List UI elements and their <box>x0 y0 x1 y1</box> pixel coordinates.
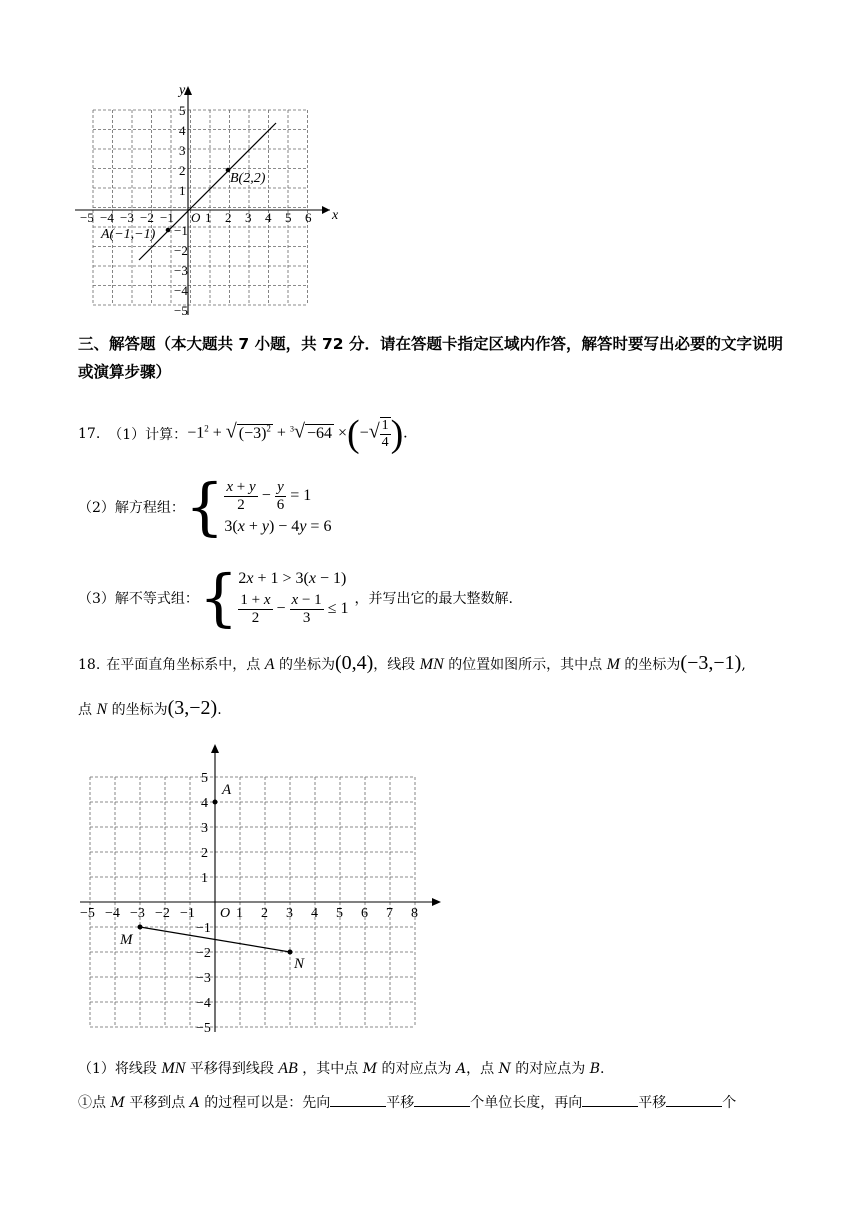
q17-part2-system <box>224 479 331 536</box>
figure1-x-tick-label: 3 <box>245 210 252 225</box>
q18-sub1-a: A <box>189 1095 200 1111</box>
figure2-y-arrow <box>211 744 219 753</box>
figure1-y-tick-label: 2 <box>179 163 186 178</box>
q18-point-a: A <box>264 656 275 673</box>
q18-text: ，线段 <box>373 657 416 673</box>
q17-number: 17. <box>78 426 101 442</box>
figure2-x-tick-label: 1 <box>236 906 243 921</box>
figure1-coordinate-plane <box>75 80 340 320</box>
figure1-y-tick-label: 5 <box>179 103 186 118</box>
figure1-x-tick-label: −2 <box>140 210 154 225</box>
figure2-x-arrow <box>432 898 441 906</box>
figure1-x-tick-label: 4 <box>265 210 272 225</box>
figure2-y-tick-label: −4 <box>196 996 211 1011</box>
figure1-x-tick-label: 2 <box>225 210 232 225</box>
q18-text: 的坐标为 <box>278 657 335 673</box>
q18-segment-mn: MN <box>419 656 444 673</box>
q18-part1-text: 的对应点为 <box>515 1061 586 1077</box>
figure2-x-tick-label: −3 <box>130 906 145 921</box>
figure2-x-tick-label: −1 <box>180 906 195 921</box>
q18-sub1-text: 平移 <box>386 1095 415 1111</box>
figure2-x-tick-label: −5 <box>80 906 95 921</box>
q18-sub1-text: 的过程可以是：先向 <box>204 1095 331 1111</box>
figure2-x-tick-label: 7 <box>386 906 393 921</box>
q18-line2: 点 N 的坐标为(3,−2). <box>78 697 222 719</box>
q17-part3-system <box>238 570 348 627</box>
q18-part1-m: M <box>362 1061 378 1077</box>
q17-part1 <box>78 412 407 456</box>
figure2-y-tick-label: 3 <box>201 821 208 836</box>
q18-part1-text: 平移得到线段 <box>189 1061 274 1077</box>
q17-part3 <box>78 560 513 636</box>
answer-blank-distance1[interactable] <box>414 1092 470 1107</box>
figure2-origin-label: O <box>220 906 231 921</box>
q18-coord-n: (3,−2) <box>167 697 218 719</box>
figure2-y-tick-label: −1 <box>196 921 211 936</box>
figure1-x-tick-label: 1 <box>205 210 212 225</box>
figure2-x-tick-label: 8 <box>411 906 418 921</box>
figure2-coordinate-plane <box>75 740 445 1040</box>
q17-part2-eq1: $\frac{x + y}{2}$ − $\frac{y}{6}$ = 1 <box>226 478 312 513</box>
figure2-point-n <box>288 950 293 955</box>
q18-sub1-text: 个 <box>722 1095 737 1111</box>
figure1-y-label: y <box>179 83 186 98</box>
q18-part1-text: （1）将线段 <box>78 1061 157 1077</box>
q18-sub1-text: 平移 <box>638 1095 667 1111</box>
q18-part1-n: N <box>498 1061 511 1077</box>
figure1-y-tick-label: 3 <box>179 143 186 158</box>
figure2-x-tick-label: 3 <box>286 906 293 921</box>
q18-sub1-m: M <box>110 1095 125 1111</box>
q18-part1-text: ，其中点 <box>302 1061 359 1077</box>
q17-part3-label: （3）解不等式组： <box>78 591 199 607</box>
q18-line1: 18. 在平面直角坐标系中，点 A 的坐标为(0,4)，线段 MN 的位置如图所示，其中点 M 的坐标为(−3,−1), <box>78 652 746 674</box>
figure2-point-a-label: A <box>222 782 232 798</box>
figure2-y-tick-label: 5 <box>201 771 208 786</box>
figure1-x-tick-label: −1 <box>160 210 174 225</box>
figure2-point-m <box>138 925 143 930</box>
q17-part1-label: （1）计算： <box>108 427 188 443</box>
q18-coord-m: (−3,−1) <box>680 652 742 674</box>
q18-part1-text: ，点 <box>466 1061 495 1077</box>
q18-text: 的位置如图所示，其中点 <box>448 657 603 673</box>
figure1-x-tick-label: −4 <box>100 210 114 225</box>
q18-part1 <box>78 1058 604 1078</box>
section-heading: 三、解答题（本大题共 7 小题，共 72 分．请在答题卡指定区域内作答，解答时要写出必要的文字说明或演算步骤） <box>78 335 783 381</box>
q18-sub1-text: 个单位长度，再向 <box>470 1095 583 1111</box>
figure2-y-tick-label: −5 <box>196 1021 211 1036</box>
figure1-x-arrow <box>322 206 330 214</box>
figure1-origin-label: O <box>191 210 201 225</box>
figure2-point-a <box>213 800 218 805</box>
figure2-x-tick-label: 2 <box>261 906 268 921</box>
q18-text: 点 <box>78 702 92 718</box>
q18-text: 的坐标为 <box>624 657 681 673</box>
figure1-y-tick-label: −3 <box>174 263 188 278</box>
q17-part3-ineq2: $\frac{1 + x}{2}$ − $\frac{x - 1}{3}$ ≤ 1 <box>240 591 349 626</box>
q18-sub1-text: ①点 <box>78 1095 106 1111</box>
q17-part3-suffix: ，并写出它的最大整数解. <box>354 591 513 607</box>
figure1-line-ab <box>139 123 276 260</box>
figure2-x-tick-label: −2 <box>155 906 170 921</box>
q18-sub1-text: 平移到点 <box>129 1095 186 1111</box>
q18-part1-text: 的对应点为 <box>381 1061 452 1077</box>
q17-part2-eq2: 3(x + y) − 4y = 6 <box>224 517 332 535</box>
figure2-x-tick-label: 6 <box>361 906 368 921</box>
figure1-point-a-label: A(−1,−1) <box>101 227 156 242</box>
q18-part1-mn: MN <box>161 1060 186 1077</box>
q18-text: 在平面直角坐标系中，点 <box>106 657 261 673</box>
q18-point-n: N <box>96 701 108 718</box>
q18-part1-b: B <box>589 1061 601 1077</box>
figure1-x-tick-label: 5 <box>285 210 292 225</box>
figure1-y-tick-label: 1 <box>179 183 186 198</box>
q17-part1-expression: $-1^2$ + √ $(-3)^2 + ^3√ -64$ ×(−√ $\frac{1}{4}$ ). <box>187 413 408 455</box>
figure1-point-a <box>166 228 171 233</box>
answer-blank-direction2[interactable] <box>582 1092 638 1107</box>
figure1-x-tick-label: −3 <box>120 210 134 225</box>
q17-part2-brace: { <box>184 470 225 543</box>
figure1-grid <box>93 110 308 305</box>
figure2-point-m-label: M <box>120 932 133 948</box>
figure1-y-tick-label: 4 <box>179 123 186 138</box>
figure1-x-label: x <box>332 208 339 223</box>
figure2-point-n-label: N <box>294 956 305 972</box>
figure1-x-tick-label: 6 <box>305 210 312 225</box>
q17-part3-brace: { <box>198 561 239 634</box>
q18-part1-text: . <box>600 1061 605 1077</box>
q18-part1-sub1 <box>78 1092 736 1112</box>
q17-part2-label: （2）解方程组： <box>78 500 185 516</box>
answer-blank-distance2[interactable] <box>666 1092 722 1107</box>
q18-text: 的坐标为 <box>111 702 168 718</box>
answer-blank-direction1[interactable] <box>330 1092 386 1107</box>
figure2-x-tick-label: 4 <box>311 906 318 921</box>
q18-coord-a: (0,4) <box>334 652 374 674</box>
figure1-y-tick-label: −1 <box>174 223 188 238</box>
figure1-x-tick-label: −5 <box>80 210 94 225</box>
figure1-y-tick-label: −4 <box>174 283 188 298</box>
figure1-y-tick-label: −5 <box>174 303 188 318</box>
figure2-y-tick-label: −3 <box>196 971 211 986</box>
q18-part1-ab: AB <box>278 1060 298 1077</box>
q17-part3-ineq1: 2x + 1 > 3(x − 1) <box>238 569 347 587</box>
q18-part1-a: A <box>455 1061 467 1077</box>
figure2-x-tick-label: −4 <box>105 906 120 921</box>
q17-part2 <box>78 472 331 542</box>
q18-point-m: M <box>606 656 620 673</box>
figure2-y-tick-label: 2 <box>201 846 208 861</box>
figure2-y-tick-label: 4 <box>201 796 208 811</box>
figure1-point-b-label: B(2,2) <box>230 171 266 186</box>
figure2-x-tick-label: 5 <box>336 906 343 921</box>
q18-number: 18. <box>78 657 101 673</box>
figure1-y-tick-label: −2 <box>174 243 188 258</box>
figure2-y-tick-label: −2 <box>196 946 211 961</box>
figure2-y-tick-label: 1 <box>201 871 208 886</box>
